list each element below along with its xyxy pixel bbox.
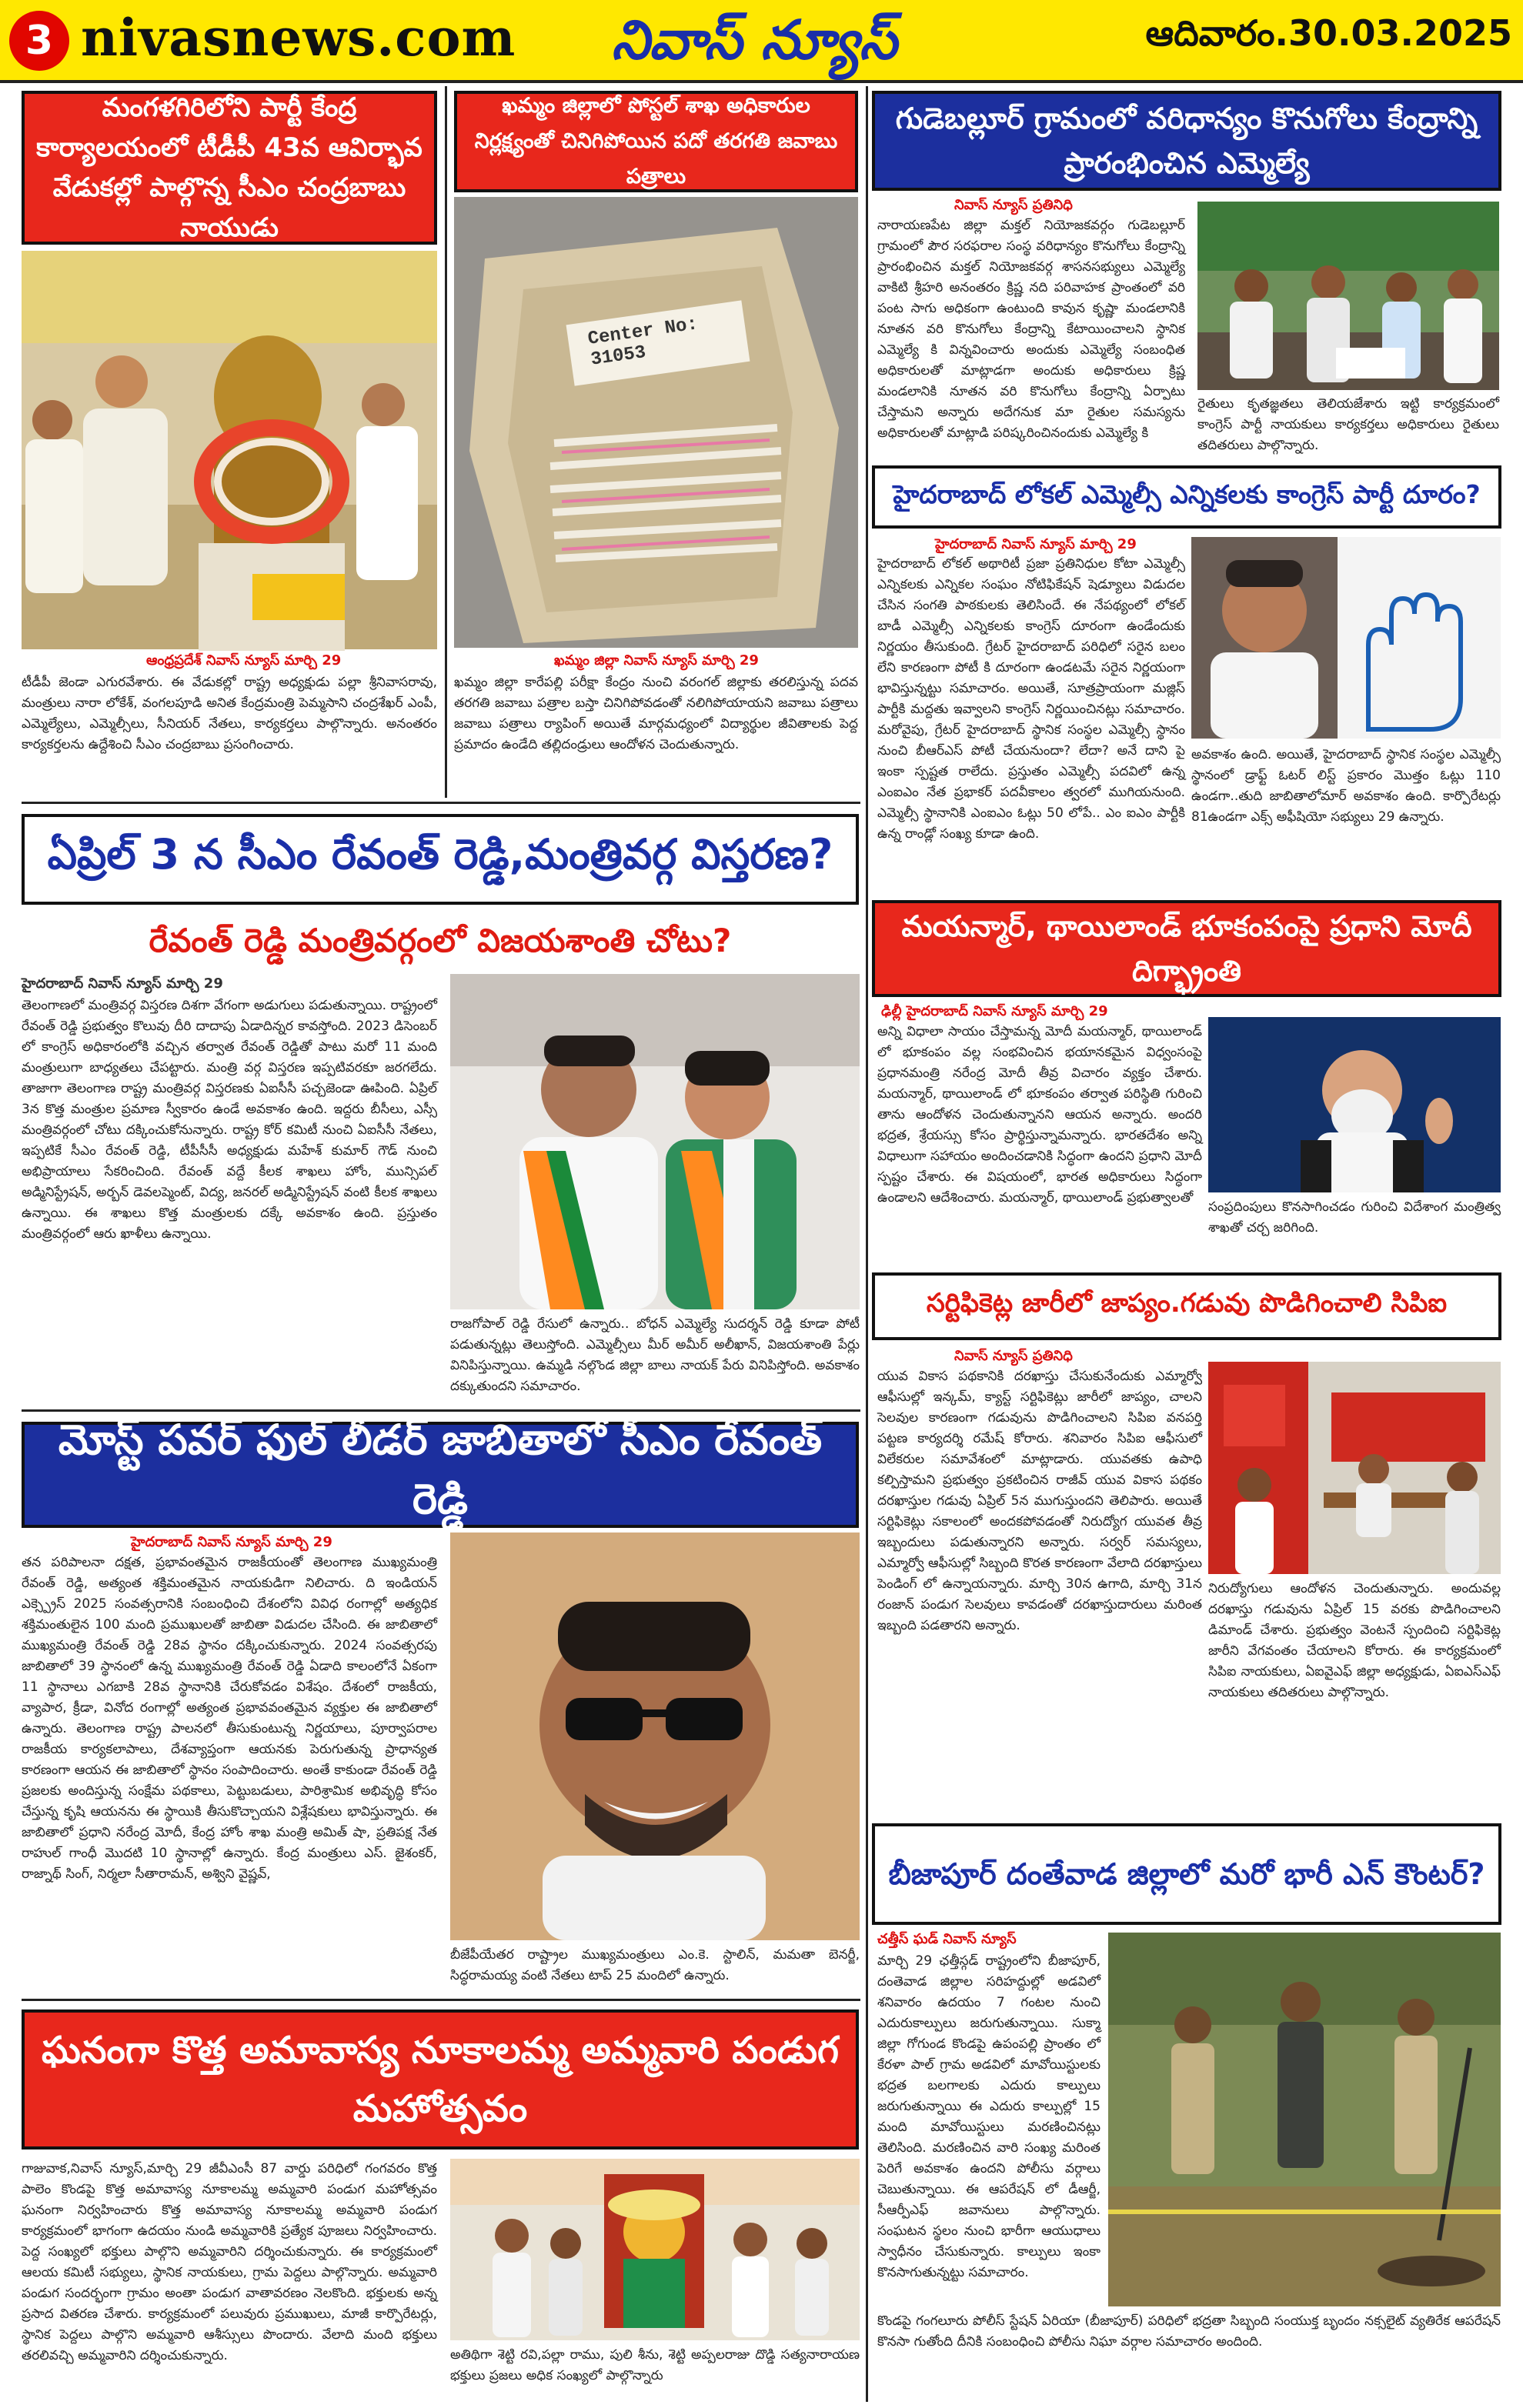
headline-nookalamma: ఘనంగా కొత్త అమావాస్య నూకాలమ్మ అమ్మవారి పండుగ మహోత్సవం [22,2009,859,2150]
photo-certificates [1208,1362,1501,1574]
body-gudeballur-left: నారాయణపేట జిల్లా మక్తల్ నియోజకవర్గం గుడెబల్లూర్ గ్రామంలో పౌర సరఫరాల సంస్థ వరిధాన్యం కొనుగోలు కేంద్రాన్ని ప్రారంభించిన మక్తల్ నియోజకవర్గ శాసనసభ్యులు ఎమ్మెల్యే వాకిటి శ్రీహరి అనంతరం క్రిష్ణ నది పరివాహక ప్రాంతంలో వరి పంట సాగు అధికంగా ఉంటుంది కావున కృష్ణా మండలానికి నూతన వరి కొనుగోలు కేంద్రాన్ని కేటాయించాలని స్థానిక ఎమ్మెల్యే కి విన్నవించారు అందుకు ఎమ్మెల్యే సంబంధిత అధికారులతో మాట్లాడగా అందుకు అధికారులు క్రిష్ణ మండలానికి నూతన వరి కొనుగోలు కేంద్రాన్ని ఏర్పాటు చేస్తామని అన్నారు అదేగనుక మా రైతుల సమస్యను అధికారులతో మాట్లాడి పరిష్కరించినందుకు ఎమ్మెల్యే కి [877,218,1185,441]
byline-myanmar: ఢిల్లీ హైదరాబాద్ నివాస్ న్యూస్ మార్చి 29 [881,1003,1108,1019]
headline-hyderabad-mlc: హైదరాబాద్ లోకల్ ఎమ్మెల్సీ ఎన్నికలకు కాంగ్రెస్ పార్టీ దూరం? [872,465,1501,529]
byline-bijapur: చత్తీస్ ఘడ్ నివాస్ న్యూస్ [877,1931,1017,1947]
subheadline-cabinet: రేవంత్ రెడ్డి మంత్రివర్గంలో విజయశాంతి చోటు? [149,922,732,959]
byline-cabinet: హైదరాబాద్ నివాస్ న్యూస్ మార్చి 29 [22,976,223,992]
byline-gudeballur: నివాస్ న్యూస్ ప్రతినిధి [954,197,1073,213]
body-bijapur: మార్చి 29 ఛత్తీస్గడ్ రాష్ట్రంలోని బీజాపూర్, దంతెవాడ జిల్లాల సరిహద్దుల్లో అడవిలో శనివారం ఉదయం 7 గంటల నుంచి ఎదురుకాల్పులు జరుగుతున్నాయి. సుక్మా జిల్లా గోగుండ కొండపై ఉపంపల్లి ప్రాంతం లో కేరళా పాల్ గ్రామ అడవిలో మావోయిస్టులకు భద్రత బలగాలకు ఎదురు కాల్పులు జరుగుతున్నాయి ఈ ఎదురు కాల్పుల్లో 15 మంది మావోయిస్టులు మరణించినట్లు తెలిసింది. మరణించిన వారి సంఖ్య మరింత పెరిగే అవకాశం ఉందని పోలీసు వర్గాలు చెబుతున్నాయి. ఈ ఆపరేషన్ లో డీఆర్జీ, సీఆర్పీఎఫ్ జవానులు పాల్గొన్నారు. సంఘటన స్థలం నుంచి భారీగా ఆయుధాలు స్వాధీనం చేసుకున్నారు. కాల్పులు ఇంకా కొనసాగుతున్నట్టు సమాచారం. [877,1953,1101,2280]
body-myanmar-right: సంప్రదింపులు కొనసాగించడం గురించి విదేశాంగ మంత్రిత్వ శాఖతో చర్చ జరిగింది. [1208,1199,1501,1236]
body-certificates-left: యువ వికాస పథకానికి దరఖాస్తు చేసుకునేందుకు ఎమ్మార్వో ఆఫీసుల్లో ఇన్కమ్, క్యాస్ట్ సర్టిఫికెట్లు జారీలో జాప్యం, చాలని సెలవుల కారణంగా గడువును పొడిగించాలని సిపిఐ వనపర్తి పట్టణ కార్యదర్శి రమేష్ కోరారు. శనివారం సిపిఐ ఆఫీసులో విలేకరుల సమావేశంలో మాట్లాడారు. యువతకు ఉపాధి కల్పిస్తామని ప్రభుత్వం ప్రకటించిన రాజీవ్ యువ వికాస పథకం దరఖాస్తుల గడువు ఏప్రిల్ 5న ముగుస్తుందని తెలిపారు. అయితే సర్టిఫికెట్లు సకాలంలో అందకపోవడంతో నిరుద్యోగ యువత తీవ్ర ఇబ్బందులు పడుతున్నారని అన్నారు. సర్వర్ సమస్యలు, ఎమ్మార్వో ఆఫీసుల్లో సిబ్బంది కొరత కారణంగా వేలాది దరఖాస్తులు పెండింగ్ లో ఉన్నాయన్నారు. మార్చి 30న ఉగాది, మార్చి 31న రంజాన్ పండుగ సెలవులు కావడంతో దరఖాస్తుదారులు మరింత ఇబ్బంది పడతారని అన్నారు. [877,1369,1202,1633]
byline-hyderabad-mlc: హైదరాబాద్ నివాస్ న్యూస్ మార్చి 29 [935,536,1137,552]
body-cabinet-right: రాజగోపాల్ రెడ్డి రేసులో ఉన్నారు.. బోధన్ ఎమ్మెల్యే సుదర్శన్ రెడ్డి కూడా పోటీ పడుతున్నట్లు తెలుస్తోంది. ఎమ్మెల్సీలు మీర్ అమీర్ అలీఖాన్, విజయశాంతి పేర్లు వినిపిస్తున్నాయి. ఉమ్మడి నల్గొండ జిల్లా బాలు నాయక్ పేరు వినిపిస్తోంది. అవకాశం దక్కుతుందని సమాచారం. [450,1316,860,1394]
body-cabinet-left: తెలంగాణలో మంత్రివర్గ విస్తరణ దిశగా వేగంగా అడుగులు పడుతున్నాయి. రాష్ట్రంలో రేవంత్ రెడ్డి ప్రభుత్వం కొలువు దీరి దాదాపు ఏడాదిన్నర కావస్తోంది. 2023 డిసెంబర్ లో కాంగ్రెస్ అధికారంలోకి వచ్చిన తర్వాత రేవంత్ రెడ్డితో పాటు మరో 11 మంది మంత్రులుగా బాధ్యతలు చేపట్టారు. మంత్రి వర్గ విస్తరణ ఇప్పటివరకూ జరగలేదు. తాజాగా తెలంగాణ రాష్ట్ర మంత్రివర్గ విస్తరణకు ఏఐసీసీ పచ్చజెండా ఊపింది. ఏప్రిల్ 3న కొత్త మంత్రుల ప్రమాణ స్వీకారం ఉండే అవకాశం ఉంది. ఇద్దరు బీసీలు, ఎస్సీ మంత్రివర్గంలో చోటు దక్కించుకోనున్నారు. రాష్ట్ర కోర్ కమిటీ నుంచి ఏఐసీసీ నేతలు, ఇప్పటికే సీఎం రేవంత్ రెడ్డి, టీపీసీసీ అధ్యక్షుడు మహేశ్ కుమార్ గౌడ్ నుంచి అభిప్రాయాలు సేకరించింది. రేవంత్ వద్దే కీలక శాఖలు హోం, మున్సిపల్ అడ్మినిస్ట్రేషన్, అర్బన్ డెవలప్మెంట్, విద్య, జనరల్ అడ్మినిస్ట్రేషన్ వంటి కీలక శాఖలు ఉన్నాయి. ఈ శాఖలు కొత్త మంత్రులకు దక్కే అవకాశం ఉంది. ప్రస్తుతం మంత్రివర్గంలో ఆరు ఖాళీలు ఉన్నాయి. [22,998,437,1242]
body-nookalamma: గాజువాక,నివాస్ న్యూస్,మార్చి 29 జీవీఎంసీ 87 వార్డు పరిధిలో గంగవరం కొత్త పాలెం కొండపై కొత్త అమావాస్య నూకాలమ్మ అమ్మవారి పండుగ మహోత్సవం ఘనంగా నిర్వహించారు కొత్త అమావాస్య నూకాలమ్మ అమ్మవారి పండుగ కార్యక్రమంలో భాగంగా ఉదయం నుండి అమ్మవారికి ప్రత్యేక పూజలు నిర్వహించారు. పెద్ద సంఖ్యలో భక్తులు పాల్గొని అమ్మవారిని దర్శించుకున్నారు. ఈ కార్యక్రమంలో ఆలయ కమిటీ సభ్యులు, స్థానిక నాయకులు, గ్రామ పెద్దలు పాల్గొన్నారు. అమ్మవారి పండుగ సందర్భంగా గ్రామం అంతా పండుగ వాతావరణం నెలకొంది. భక్తులకు అన్న ప్రసాద వితరణ చేశారు. కార్యక్రమంలో పలువురు ప్రముఖులు, మాజీ కార్పొరేటర్లు, స్థానిక పెద్దలు పాల్గొని అమ్మవారి ఆశీస్సులు పొందారు. వేలాది మంది భక్తులు తరలివచ్చి అమ్మవారిని దర్శించుకున్నారు. [22,2161,437,2363]
page-number: 3 [9,11,69,71]
row-divider [22,1409,860,1412]
headline-cabinet: ఏప్రిల్ 3 న సీఎం రేవంత్ రెడ్డి,మంత్రివర్గ విస్తరణ? [22,814,859,905]
photo-gudeballur [1197,202,1499,390]
issue-date: ఆదివారం.30.03.2025 [1145,12,1512,54]
newspaper-brand: నివాస్ న్యూస్ [611,8,897,72]
byline-mangalagiri: ఆంధ్రప్రదేశ్ నివాస్ న్యూస్ మార్చి 29 [146,652,342,669]
body-powerful-leader: తన పరిపాలనా దక్షత, ప్రభావంతమైన రాజకీయంతో తెలంగాణ ముఖ్యమంత్రి రేవంత్ రెడ్డి, అత్యంత శక్తిమంతమైన నాయకుడిగా నిలిచారు. ది ఇండియన్ ఎక్స్ప్రెస్ 2025 సంవత్సరానికి సంబంధించి దేశంలోని వివిధ రంగాల్లో అత్యధిక శక్తిమంతులైన 100 మంది ప్రముఖులతో జాబితా విడుదల చేసింది. ఈ జాబితాలో ముఖ్యమంత్రి రేవంత్ రెడ్డి 28వ స్థానం దక్కించుకున్నారు. 2024 సంవత్సరపు జాబితాలో 39 స్థానంలో ఉన్న ముఖ్యమంత్రి రేవంత్ రెడ్డి ఏడాది కాలంలోనే ఏకంగా 11 స్థానాలు ఎగబాకి 28వ స్థానానికి చేరుకోవడం విశేషం. దేశంలో రాజకీయ, వ్యాపార, క్రీడా, వినోద రంగాల్లో అత్యంత ప్రభావవంతమైన వ్యక్తుల ఈ జాబితాలో ఉన్నారు. తెలంగాణ రాష్ట్ర పాలనలో తీసుకుంటున్న నిర్ణయాలు, పూర్వాపరాల రాజకీయ కార్యకలాపాలు, దేశవ్యాప్తంగా ఆయనకు పెరుగుతున్న ప్రాధాన్యత కారణంగా ఆయన ఈ జాబితాలో స్థానం సంపాదించారు. అంతే కాకుండా రేవంత్ రెడ్డి ప్రజలకు అందిస్తున్న సంక్షేమ పథకాలు, పెట్టుబడులు, పారిశ్రామిక అభివృద్ధి కోసం చేస్తున్న కృషి ఆయనను ఈ స్థాయికి తీసుకొచ్చాయని విశ్లేషకులు భావిస్తున్నారు. ఈ జాబితాలో ప్రధాని నరేంద్ర మోదీ, కేంద్ర హోం శాఖ మంత్రి అమిత్ షా, ప్రతిపక్ష నేత రాహుల్ గాంధీ మొదటి 10 స్థానాల్లో ఉన్నారు. కేంద్ర మంత్రులు ఎస్. జైశంకర్, రాజ్నాథ్ సింగ్, నిర్మలా సీతారామన్, అశ్విని వైష్ణవ్, [22,1555,437,1882]
body-certificates-right: నిరుద్యోగులు ఆందోళన చెందుతున్నారు. అందువల్ల దరఖాస్తు గడువును ఏప్రిల్ 15 వరకు పొడిగించాలని డిమాండ్ చేశారు. ప్రభుత్వం వెంటనే స్పందించి సర్టిఫికెట్ల జారీని వేగవంతం చేయాలని కోరారు. ఈ కార్యక్రమంలో సిపిఐ నాయకులు, ఏఐవైఎఫ్ జిల్లా అధ్యక్షుడు, ఏఐఎస్ఎఫ్ నాయకులు తదితరులు పాల్గొన్నారు. [1208,1581,1501,1700]
site-name[interactable]: nivasnews.com [81,8,516,68]
headline-mangalagiri: మంగళగిరిలోని పార్టీ కేంద్ర కార్యాలయంలో టీడీపీ 43వ ఆవిర్భావ వేడుకల్లో పాల్గొన్న సీఎం చంద్రబాబు నాయుడు [22,91,437,245]
photo-khammam [454,197,858,648]
row-divider [22,802,860,804]
headline-myanmar: మయన్మార్, థాయిలాండ్ భూకంపంపై ప్రధాని మోదీ దిగ్భ్రాంతి [872,900,1501,997]
body-gudeballur-right: రైతులు కృతజ్ఞతలు తెలియజేశారు ఇట్టి కార్యక్రమంలో కాంగ్రెస్ పార్టీ నాయకులు కార్యకర్తలు అధికారులు రైతులు తదితరులు పాల్గొన్నారు. [1197,396,1499,453]
photo-powerful-leader [450,1533,860,1940]
headline-powerful-leader: మోస్ట్ పవర్ ఫుల్ లీడర్ జాబితాలో సీఎం రేవంత్ రెడ్డి [22,1422,859,1528]
photo-cabinet [450,974,860,1309]
headline-gudeballur: గుడెబల్లూర్ గ్రామంలో వరిధాన్యం కొనుగోలు కేంద్రాన్ని ప్రారంభించిన ఎమ్మెల్యే [872,91,1501,191]
byline-certificates: నివాస్ న్యూస్ ప్రతినిధి [954,1348,1073,1364]
column-divider [866,86,868,2402]
photo-hyderabad-mlc [1191,537,1501,739]
byline-khammam: ఖమ్మం జిల్లా నివాస్ న్యూస్ మార్చి 29 [554,652,759,669]
row-divider [22,1999,860,2001]
headline-certificates: సర్టిఫికెట్ల జారీలో జాప్యం.గడువు పొడిగించాలి సిపిఐ [872,1272,1501,1340]
photo-myanmar [1208,1017,1501,1192]
photo-nookalamma [450,2159,860,2340]
byline-powerful-leader: హైదరాబాద్ నివాస్ న్యూస్ మార్చి 29 [131,1534,332,1550]
caption-nookalamma: అతిథిగా శెట్టి రవి,పల్లా రాము, పులి శీను, శెట్టి అప్పలరాజు దొడ్డి సత్యనారాయణ భక్తులు ప్రజలు అధిక సంఖ్యలో పాల్గొన్నారు [450,2347,860,2383]
body-khammam: ఖమ్మం జిల్లా కారేపల్లి పరీక్షా కేంద్రం నుంచి వరంగల్ జిల్లాకు తరలిస్తున్న పదవ తరగతి జవాబు పత్రాల బస్తా చినిగిపోవడంతో నలిగిపోయాయని జవాబు పత్రాలు జవాబు పత్రాలు ర్యాపింగ్ అయితే మార్గమధ్యంలో విద్యార్థుల జీవితాలకు పెద్ద ప్రమాదం ఉండేది తల్లిదండ్రులు ఆందోళన చెందుతున్నారు. [454,675,858,752]
headline-khammam: ఖమ్మం జిల్లాలో పోస్టల్ శాఖ అధికారుల నిర్లక్ష్యంతో చినిగిపోయిన పదో తరగతి జవాబు పత్రాలు [454,91,858,192]
body-powerful-leader-right: బీజేపీయేతర రాష్ట్రాల ముఖ్యమంత్రులు ఎం.కె. స్టాలిన్, మమతా బెనర్జీ, సిద్ధరామయ్య వంటి నేతలు టాప్ 25 మందిలో ఉన్నారు. [450,1947,860,1983]
parcel-label: Center No: 31053 [586,314,700,371]
body-myanmar-left: అన్ని విధాలా సాయం చేస్తామన్న మోదీ మయన్మార్, థాయిలాండ్ లో భూకంపం వల్ల సంభవించిన భయానకమైన విధ్వంసంపై ప్రధానమంత్రి నరేంద్ర మోదీ తీవ్ర విచారం వ్యక్తం చేశారు. మయన్మార్, థాయిలాండ్ లో భూకంపం తర్వాత పరిస్థితి గురించి తాను ఆందోళన చెందుతున్నానని ఆయన అన్నారు. అందరి భద్రత, శ్రేయస్సు కోసం ప్రార్థిస్తున్నామన్నారు. భారతదేశం అన్ని విధాలుగా సహాయం అందించడానికి సిద్ధంగా ఉందని ప్రధాని మోదీ స్పష్టం చేశారు. ఈ విషయంలో, భారత అధికారులు సిద్ధంగా ఉండాలని ఆదేశించారు. మయన్మార్, థాయిలాండ్ ప్రభుత్వాలతో [877,1024,1202,1206]
photo-bijapur [1108,1933,1501,2306]
body-mangalagiri: టీడీపీ జెండా ఎగురవేశారు. ఈ వేడుకల్లో రాష్ట్ర అధ్యక్షుడు పల్లా శ్రీనివాసరావు, మంత్రులు నారా లోకేశ్, వంగలపూడి అనిత కేంద్రమంత్రి పెమ్మసాని చంద్రశేఖర్ ఎంపీ, ఎమ్మెల్యేలు, ఎమ్మెల్సీలు, సీనియర్ నేతలు, కార్యకర్తలు పాల్గొన్నారు. అనంతరం కార్యకర్తలను ఉద్దేశించి సీఎం చంద్రబాబు ప్రసంగించారు. [22,675,437,752]
body-bijapur-bottom: కొండపై గంగలూరు పోలీస్ స్టేషన్ ఏరియా (బీజాపూర్) పరిధిలో భద్రతా సిబ్బంది సంయుక్త బృందం నక్సలైట్ వ్యతిరేక ఆపరేషన్ కొనసా గుతోంది దీనికి సంబంధించి పోలీసు నిఘా వర్గాల సమాచారం అందింది. [877,2313,1501,2350]
column-divider [445,86,447,798]
photo-mangalagiri [22,251,437,649]
body-hyderabad-mlc-left: హైదరాబాద్ లోకల్ అథారిటీ ప్రజా ప్రతినిధుల కోటా ఎమ్మెల్సీ ఎన్నికలకు ఎన్నికల సంఘం నోటిఫికేషన్ షెడ్యూలు విడుదల చేసిన సంగతి పాఠకులకు తెలిసిందే. ఈ నేపథ్యంలో లోకల్ బాడీ ఎమ్మెల్సీ ఎన్నికలకు కాంగ్రెస్ దూరంగా ఉండేందుకు నిర్ణయం తీసుకుంది. గ్రేటర్ హైదరాబాద్ పరిధిలో సరైన బలం లేని కారణంగా పోటీ కి దూరంగా ఉండటమే సరైన నిర్ణయంగా భావిస్తున్నట్టు సమాచారం. అయితే, సూత్రప్రాయంగా మజ్లిస్ పార్టీకి మద్దతు ఇవ్వాలని కాంగ్రెస్ నిర్ణయించినట్లు సమాచారం. మరోవైపు, గ్రేటర్ హైదరాబాద్ స్థానిక సంస్థల ఎమ్మెల్సీ స్థానం నుంచి బీఆర్ఎస్ పోటీ చేయనుందా? లేదా? అనే దాని పై ఇంకా స్పష్టత రాలేదు. ప్రస్తుతం ఎమ్మెల్సీ పదవిలో ఉన్న ఎంఐఎం నేత ప్రభాకర్ పదవీకాలం త్వరలో ముగియనుంది. ఎమ్మెల్సీ స్థానానికి ఎంఐఎం ఓట్లు 50 లోపే.. ఎం ఐఎం పార్టీకి ఉన్న రాండ్లో సంఖ్య కూడా ఉంది. [877,556,1185,842]
headline-bijapur: బీజాపూర్ దంతేవాడ జిల్లాలో మరో భారీ ఎన్ కౌంటర్? [872,1823,1501,1925]
body-hyderabad-mlc-right: అవకాశం ఉంది. అయితే, హైదరాబాద్ స్థానిక సంస్థల ఎమ్మెల్సీ స్థానంలో డ్రాఫ్ట్ ఓటర్ లిస్ట్ ప్రకారం మొత్తం ఓట్లు 110 ఉండగా..తుది జాబితాలోమార్ అవకాశం ఉంది. కార్పొరేటర్లు 81ఉండగా ఎక్స్ అఫీషియో సభ్యులు 29 ఉన్నారు. [1191,747,1501,825]
